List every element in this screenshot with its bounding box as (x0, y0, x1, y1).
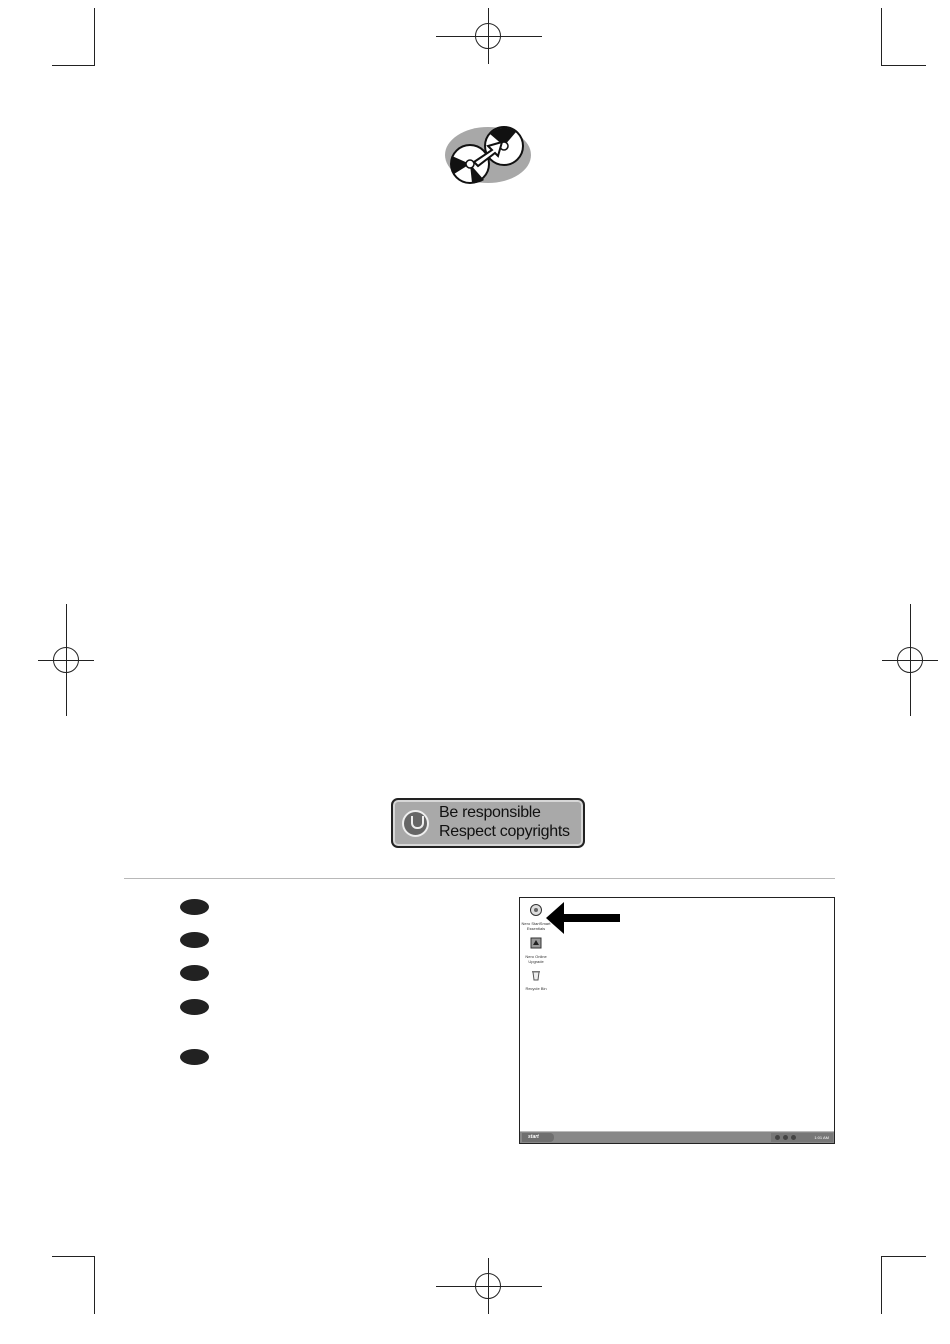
step-badge-5 (180, 1049, 209, 1065)
desktop-icon-label: Nero StartSmart Essentials (521, 921, 551, 931)
section-divider (124, 878, 835, 879)
tray-icon[interactable] (791, 1135, 796, 1140)
cd-to-cd-copy-icon (444, 124, 532, 186)
tray-icon[interactable] (775, 1135, 780, 1140)
nero-online-upgrade-icon (530, 937, 542, 949)
desktop-icon-nero-online-upgrade[interactable] (519, 935, 553, 964)
badge-line-2: Respect copyrights (439, 823, 570, 840)
desktop-screenshot (519, 897, 835, 1144)
respect-copyrights-icon (402, 810, 429, 837)
respect-copyrights-badge (391, 798, 585, 848)
start-button[interactable]: start (522, 1133, 554, 1142)
step-badge-1 (180, 899, 209, 915)
step-badge-2 (180, 932, 209, 948)
arrow-left-icon (546, 900, 621, 936)
badge-line-1: Be responsible (439, 804, 541, 821)
desktop-icon-label: Recycle Bin (525, 986, 547, 991)
desktop-icon-recycle-bin[interactable] (519, 967, 553, 991)
system-tray (771, 1133, 833, 1142)
step-badge-4 (180, 999, 209, 1015)
nero-startsmart-icon (530, 904, 542, 916)
taskbar (520, 1131, 834, 1143)
tray-icon[interactable] (783, 1135, 788, 1140)
recycle-bin-icon (530, 969, 542, 981)
step-badge-3 (180, 965, 209, 981)
desktop-icon-label: Nero Online Upgrade (525, 954, 547, 964)
taskbar-clock: 1:01 AM (814, 1135, 829, 1140)
